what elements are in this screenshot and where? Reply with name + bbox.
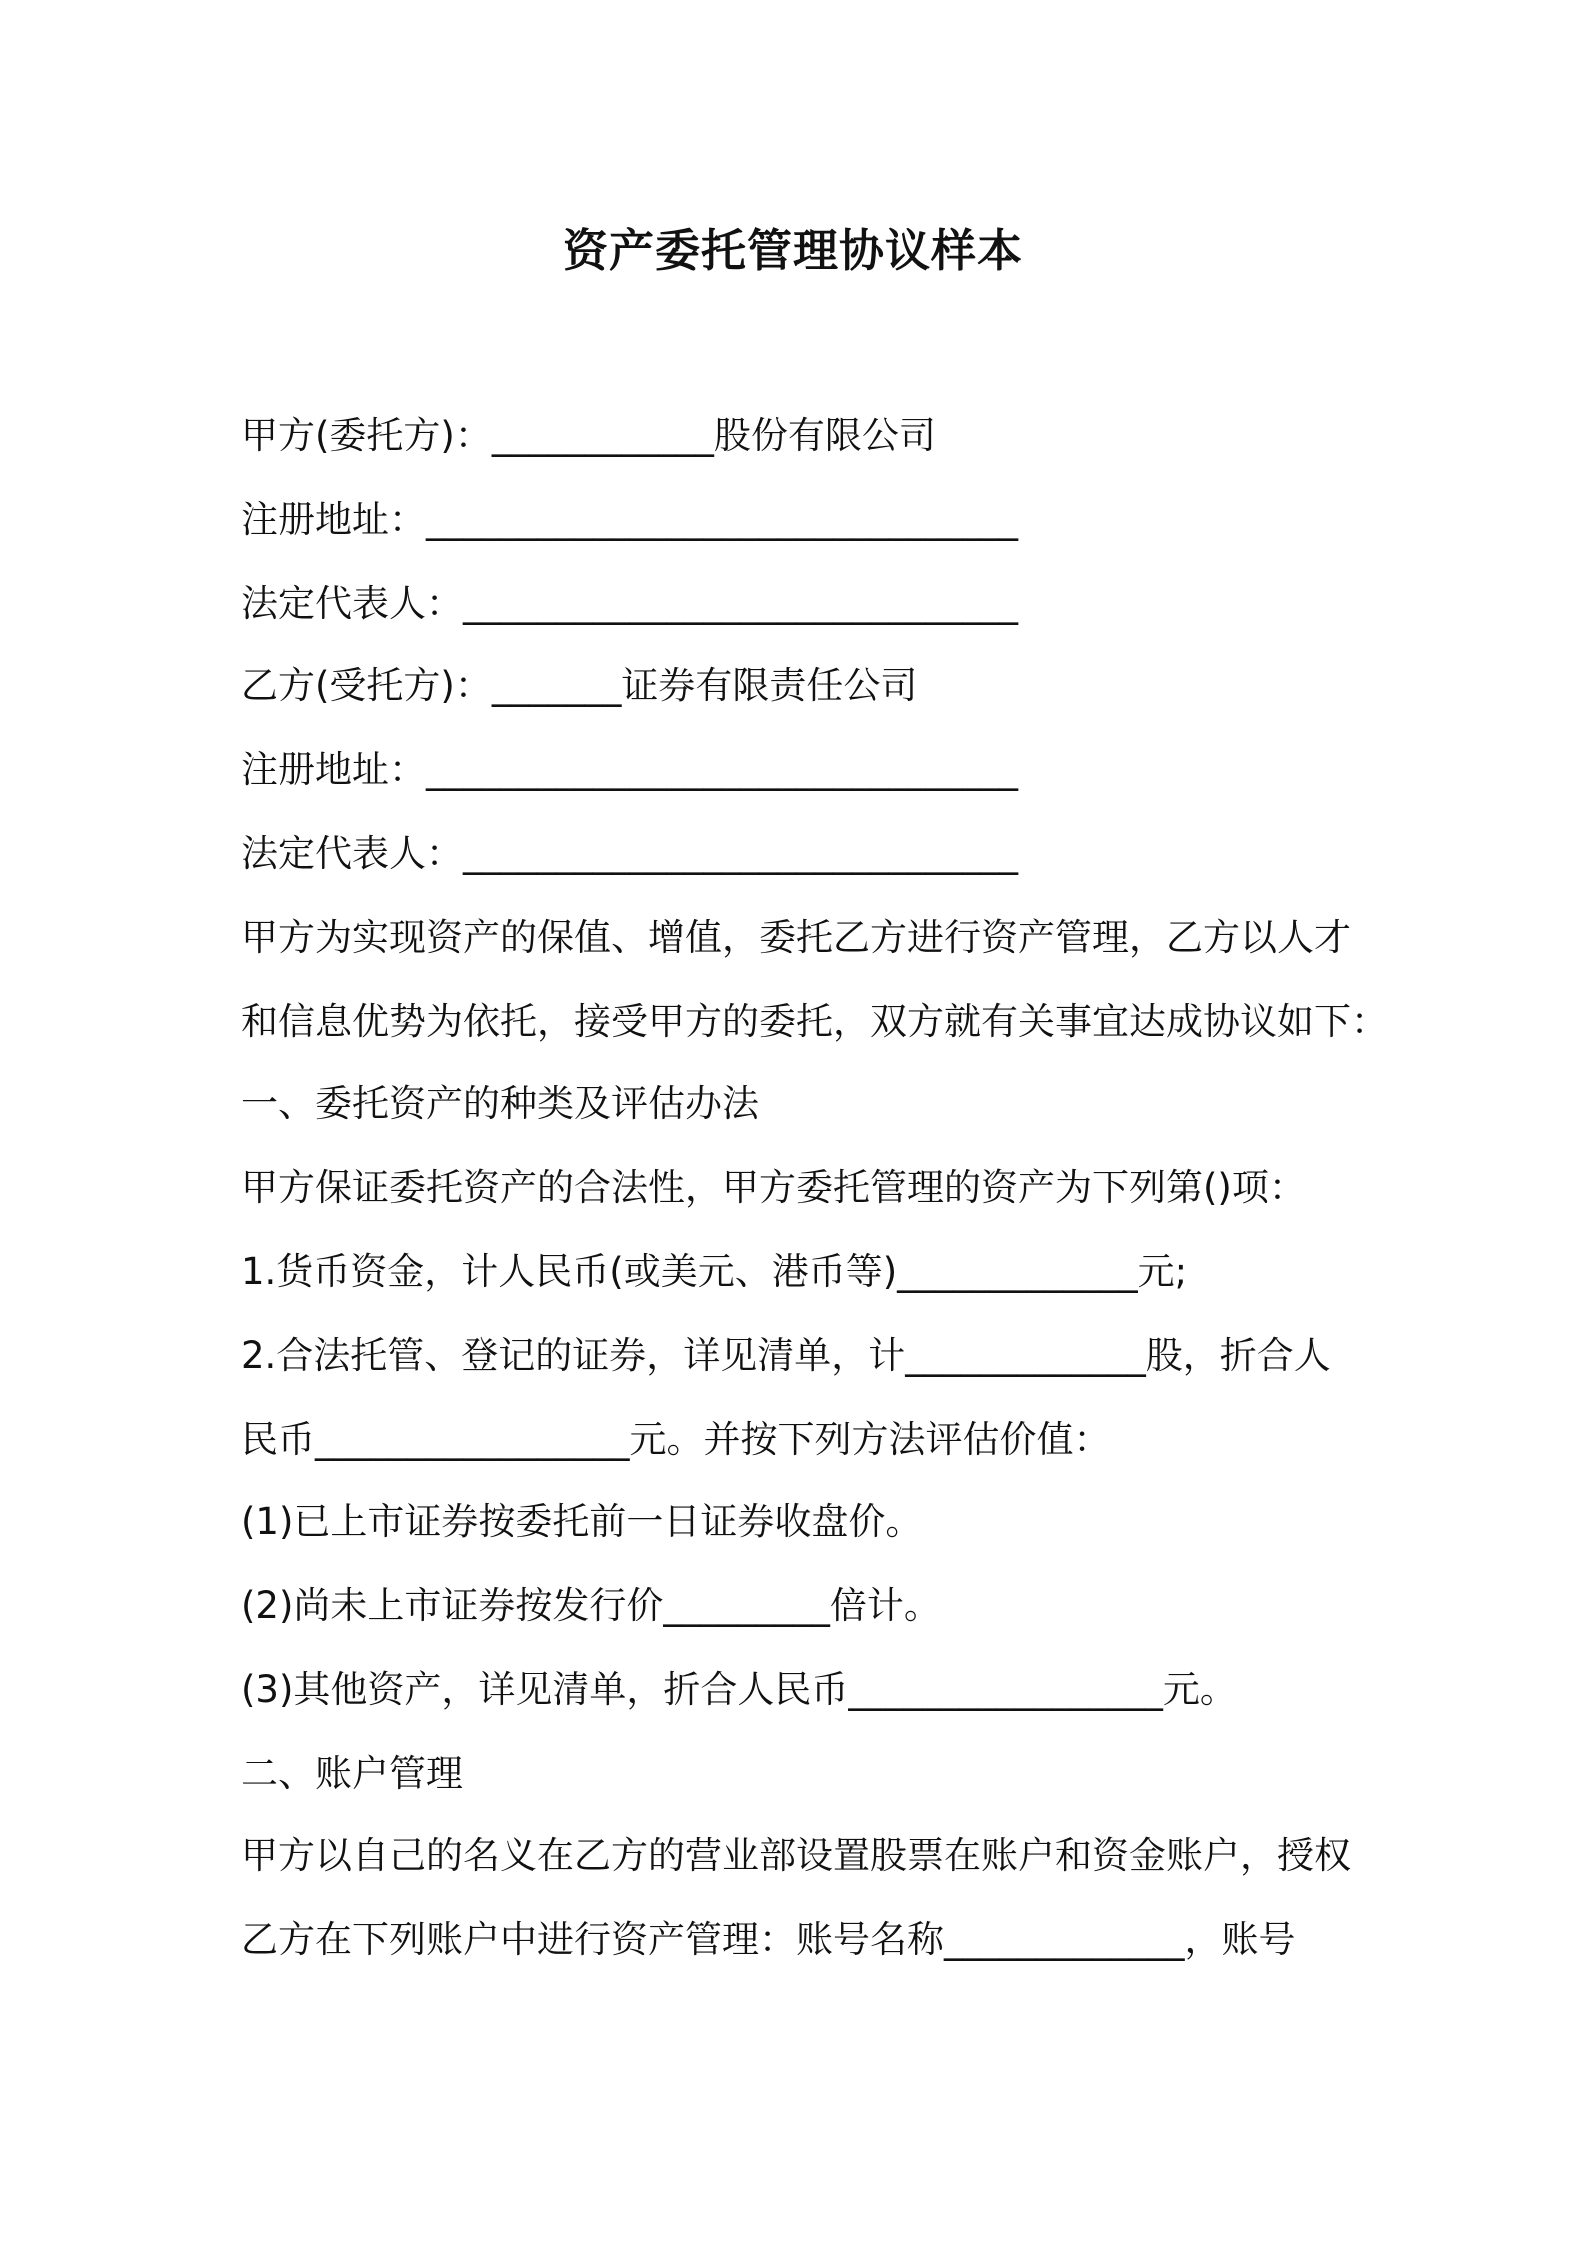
document-title: 资产委托管理协议样本 — [562, 224, 1023, 277]
party-b-address-line: 注册地址：________________________________ — [241, 748, 1018, 791]
section-1-heading: 一、委托资产的种类及评估办法 — [241, 1082, 759, 1125]
preamble-line-2: 和信息优势为依托，接受甲方的委托，双方就有关事宜达成协议如下： — [241, 1000, 1388, 1043]
valuation-item-1: (1)已上市证券按委托前一日证券收盘价。 — [241, 1500, 923, 1543]
item-2-line-2: 民币_________________元。并按下列方法评估价值： — [241, 1418, 1111, 1461]
valuation-item-3: (3)其他资产，详见清单，折合人民币_________________元。 — [241, 1668, 1237, 1711]
party-a-address-line: 注册地址：________________________________ — [241, 498, 1018, 541]
section-2-heading: 二、账户管理 — [241, 1752, 463, 1795]
party-b-name-line: 乙方(受托方)：_______证券有限责任公司 — [241, 664, 918, 707]
party-a-representative-line: 法定代表人：______________________________ — [241, 582, 1018, 625]
section-2-paragraph-line-2: 乙方在下列账户中进行资产管理：账号名称_____________，账号 — [241, 1918, 1296, 1961]
section-2-paragraph-line-1: 甲方以自己的名义在乙方的营业部设置股票在账户和资金账户，授权 — [241, 1834, 1351, 1877]
preamble-line-1: 甲方为实现资产的保值、增值，委托乙方进行资产管理，乙方以人才 — [241, 916, 1351, 959]
section-1-paragraph: 甲方保证委托资产的合法性，甲方委托管理的资产为下列第()项： — [241, 1166, 1306, 1209]
party-b-representative-line: 法定代表人：______________________________ — [241, 832, 1018, 875]
item-1-line: 1.货币资金，计人民币(或美元、港币等)_____________元; — [241, 1250, 1188, 1293]
item-2-line-1: 2.合法托管、登记的证券，详见清单，计_____________股，折合人 — [241, 1334, 1331, 1377]
valuation-item-2: (2)尚未上市证券按发行价_________倍计。 — [241, 1584, 941, 1627]
party-a-name-line: 甲方(委托方)：____________股份有限公司 — [241, 414, 936, 457]
